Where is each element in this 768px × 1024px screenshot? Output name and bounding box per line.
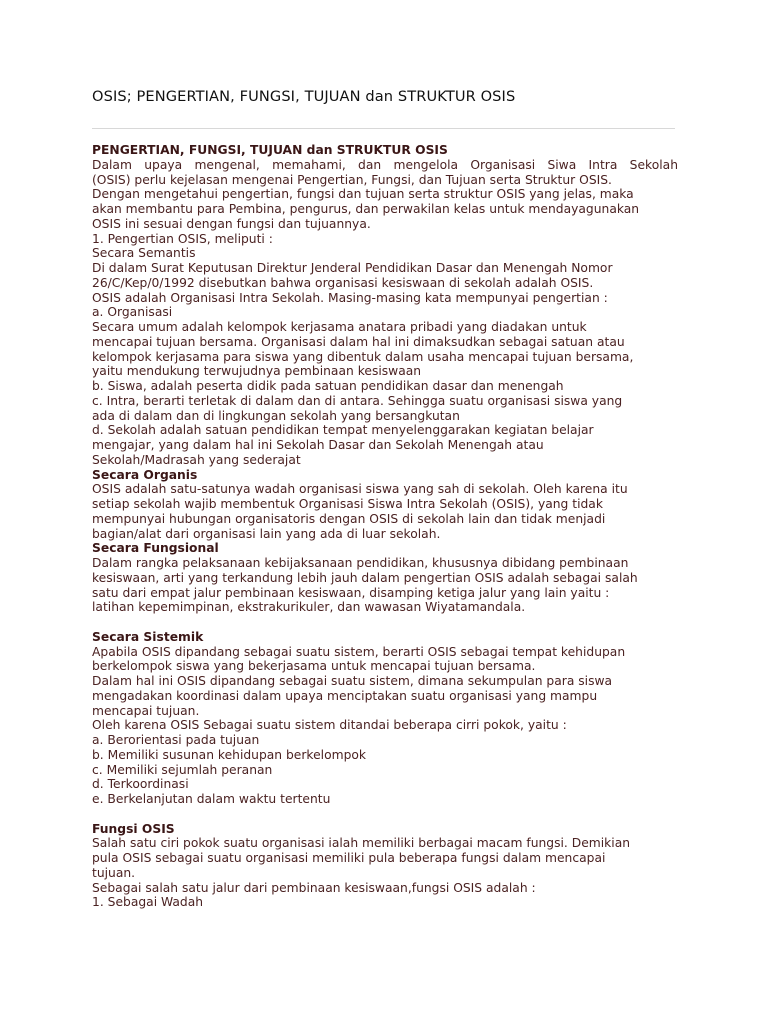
body-text-line: Dalam rangka pelaksanaan kebijaksanaan pendidikan, khususnya dibidang pembinaan	[92, 556, 629, 570]
body-text-line: Dalam upaya mengenal, memahami, dan mengelola Organisasi Siwa Intra Sekolah	[92, 157, 678, 172]
body-text-line: a. Berorientasi pada tujuan	[92, 733, 260, 747]
body-text-line: mencapai tujuan.	[92, 703, 200, 718]
body-text-line: Oleh karena OSIS Sebagai suatu sistem ditandai beberapa cirri pokok, yaitu :	[92, 718, 567, 733]
document-title: OSIS; PENGERTIAN, FUNGSI, TUJUAN dan STRUKTUR OSIS	[92, 88, 516, 105]
section-heading: Secara Sistemik	[92, 629, 204, 644]
body-text-line: a. Organisasi	[92, 305, 173, 320]
body-text-line: Sekolah/Madrasah yang sederajat	[92, 452, 301, 467]
body-text-line: Secara umum adalah kelompok kerjasama anatara pribadi yang diadakan untuk	[92, 320, 587, 334]
body-text-line: pula OSIS sebagai suatu organisasi memiliki pula beberapa fungsi dalam mencapai	[92, 851, 606, 865]
section-heading: Fungsi OSIS	[92, 821, 175, 836]
blank-line	[92, 807, 678, 822]
section-heading: Secara Fungsional	[92, 541, 219, 556]
body-text-line: Salah satu ciri pokok suatu organisasi ialah memiliki berbagai macam fungsi. Demikian	[92, 836, 631, 851]
body-text-line: mempunyai hubungan organisatoris dengan OSIS di sekolah lain dan tidak menjadi	[92, 511, 606, 526]
body-text-line: kelompok kerjasama para siswa yang dibentuk dalam usaha mencapai tujuan bersama,	[92, 349, 634, 364]
body-text-line: d. Sekolah adalah satuan pendidikan tempat menyelenggarakan kegiatan belajar	[92, 423, 594, 438]
body-text-line: ada di dalam dan di lingkungan sekolah yang bersangkutan	[92, 408, 460, 423]
body-text-line: OSIS adalah Organisasi Intra Sekolah. Masing-masing kata mempunyai pengertian :	[92, 290, 608, 305]
document-body	[92, 143, 678, 910]
body-text-line: 1. Sebagai Wadah	[92, 895, 204, 910]
body-text-line: (OSIS) perlu kejelasan mengenai Pengertian, Fungsi, dan Tujuan serta Struktur OSIS.	[92, 172, 612, 187]
body-text-line: OSIS adalah satu-satunya wadah organisasi siswa yang sah di sekolah. Oleh karena itu	[92, 482, 628, 497]
body-text-line: OSIS ini sesuai dengan fungsi dan tujuannya.	[92, 216, 371, 231]
blank-line	[92, 615, 678, 630]
body-text-line: Secara Semantis	[92, 246, 196, 261]
body-text-line: satu dari empat jalur pembinaan kesiswaan, disamping ketiga jalur yang lain yaitu :	[92, 585, 610, 600]
section-heading: Secara Organis	[92, 467, 198, 482]
body-text-line: yaitu mendukung terwujudnya pembinaan kesiswaan	[92, 364, 422, 379]
body-text-line: mencapai tujuan bersama. Organisasi dalam hal ini dimaksudkan sebagai satuan atau	[92, 334, 625, 349]
body-text-line: d. Terkoordinasi	[92, 777, 189, 792]
body-text-line: bagian/alat dari organisasi lain yang ada di luar sekolah.	[92, 526, 441, 541]
body-text-line: 26/C/Kep/0/1992 disebutkan bahwa organisasi kesiswaan di sekolah adalah OSIS.	[92, 275, 594, 290]
body-text-line: 1. Pengertian OSIS, meliputi :	[92, 231, 273, 246]
body-text-line: kesiswaan, arti yang terkandung lebih jauh dalam pengertian OSIS adalah sebagai salah	[92, 570, 638, 585]
body-text-line: mengadakan koordinasi dalam upaya menciptakan suatu organisasi yang mampu	[92, 688, 598, 703]
body-text-line: latihan kepemimpinan, ekstrakurikuler, dan wawasan Wiyatamandala.	[92, 600, 526, 615]
body-text-line: c. Memiliki sejumlah peranan	[92, 762, 273, 777]
body-text-line: Dalam hal ini OSIS dipandang sebagai suatu sistem, dimana sekumpulan para siswa	[92, 674, 613, 688]
body-text-line: Apabila OSIS dipandang sebagai suatu sistem, berarti OSIS sebagai tempat kehidupan	[92, 644, 626, 659]
body-text-line: akan membantu para Pembina, pengurus, dan perwakilan kelas untuk mendayagunakan	[92, 202, 640, 216]
body-text-line: tujuan.	[92, 865, 136, 880]
section-heading: PENGERTIAN, FUNGSI, TUJUAN dan STRUKTUR OSIS	[92, 143, 448, 157]
body-text-line: b. Siswa, adalah peserta didik pada satuan pendidikan dasar dan menengah	[92, 379, 564, 393]
body-text-line: berkelompok siswa yang bekerjasama untuk mencapai tujuan bersama.	[92, 659, 536, 674]
body-text-line: c. Intra, berarti terletak di dalam dan di antara. Sehingga suatu organisasi siswa yang	[92, 393, 623, 408]
body-text-line: Dengan mengetahui pengertian, fungsi dan tujuan serta struktur OSIS yang jelas, maka	[92, 187, 634, 202]
body-text-line: b. Memiliki susunan kehidupan berkelompok	[92, 747, 367, 762]
body-text-line: e. Berkelanjutan dalam waktu tertentu	[92, 792, 331, 806]
body-text-line: mengajar, yang dalam hal ini Sekolah Dasar dan Sekolah Menengah atau	[92, 438, 544, 452]
body-text-line: Sebagai salah satu jalur dari pembinaan kesiswaan,fungsi OSIS adalah :	[92, 880, 536, 895]
title-divider	[92, 128, 675, 129]
body-text-line: setiap sekolah wajib membentuk Organisasi Siswa Intra Sekolah (OSIS), yang tidak	[92, 497, 603, 511]
body-text-line: Di dalam Surat Keputusan Direktur Jenderal Pendidikan Dasar dan Menengah Nomor	[92, 261, 613, 275]
